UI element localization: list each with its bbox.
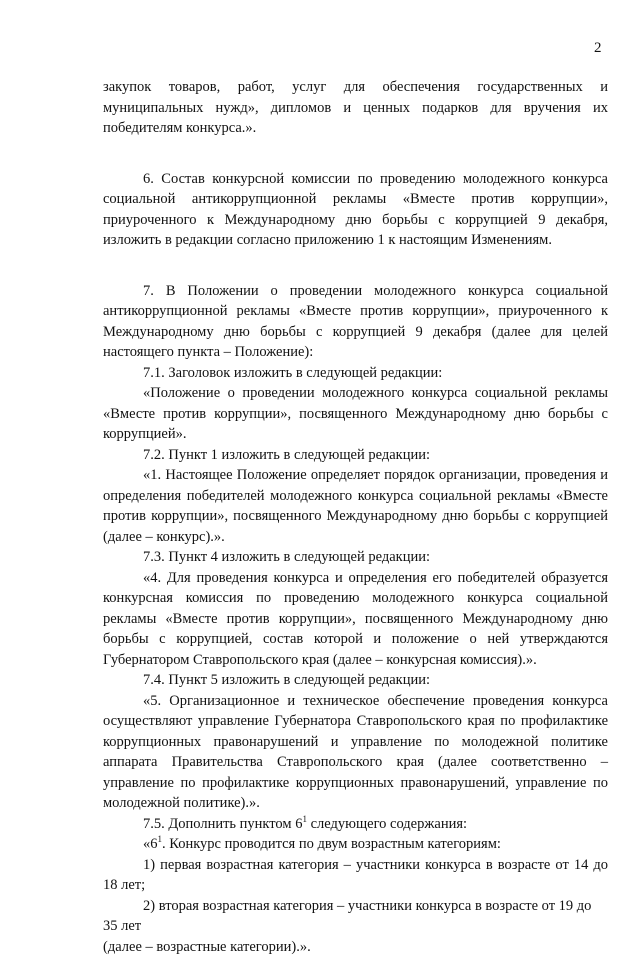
paragraph-7-2-text: «1. Настоящее Положение определяет порядок организации, проведения и определения победителей молодежного конкурса социальной рекламы «Вместе против коррупции», посвященного Международному дню борьбы с коррупцией (далее – конкурс).». (103, 465, 608, 547)
document-body (103, 77, 608, 957)
paragraph-7-3-text: «4. Для проведения конкурса и определения его победителей образуется конкурсная комиссия по проведению молодежного конкурса социальной рекламы «Вместе против коррупции», посвященного Международному дню борьбы с коррупцией, состав которой и положение о ней утверждаются Губернатором Ставропольского края (далее – конкурсная комиссия).». (103, 568, 608, 671)
p7-5-part-b: следующего содержания: (307, 816, 467, 832)
category-1: 1) первая возрастная категория – участники конкурса в возрасте от 14 до 18 лет; (103, 855, 608, 896)
paragraph-6: 6. Состав конкурсной комиссии по проведению молодежного конкурса социальной антикоррупционной рекламы «Вместе против коррупции», приуроченного к Международному дню борьбы с коррупцией 9 декабря, изложить в редакции согласно приложению 1 к настоящим Изменениям. (103, 169, 608, 251)
categories-end: (далее – возрастные категории).». (103, 937, 608, 957)
p6-1-part-b: . Конкурс проводится по двум возрастным категориям: (162, 836, 501, 852)
paragraph-7-3: 7.3. Пункт 4 изложить в следующей редакции: (103, 547, 608, 568)
paragraph-7-5 (103, 814, 608, 835)
paragraph-continuation: закупок товаров, работ, услуг для обеспечения государственных и муниципальных нужд», дипломов и ценных подарков для вручения их победителям конкурса.». (103, 77, 608, 139)
p7-5-superscript: 1 (302, 814, 307, 824)
paragraph-7-2: 7.2. Пункт 1 изложить в следующей редакции: (103, 445, 608, 466)
paragraph-7-1-text: «Положение о проведении молодежного конкурса социальной рекламы «Вместе против коррупции», посвященного Международному дню борьбы с коррупцией». (103, 383, 608, 445)
p7-5-part-a: 7.5. Дополнить пунктом 6 (143, 816, 302, 832)
paragraph-7-4: 7.4. Пункт 5 изложить в следующей редакции: (103, 670, 608, 691)
paragraph-6-1 (103, 834, 608, 855)
category-2: 2) вторая возрастная категория – участники конкурса в возрасте от 19 до 35 лет (103, 896, 608, 937)
paragraph-7: 7. В Положении о проведении молодежного конкурса социальной антикоррупционной рекламы «Вместе против коррупции», приуроченного к Международному дню борьбы с коррупцией 9 декабря (далее для целей настоящего пункта – Положение): (103, 281, 608, 363)
p6-1-part-a: «6 (143, 836, 158, 852)
p6-1-superscript: 1 (158, 834, 163, 844)
paragraph-7-1: 7.1. Заголовок изложить в следующей редакции: (103, 363, 608, 384)
page-number: 2 (594, 40, 602, 57)
paragraph-7-4-text: «5. Организационное и техническое обеспечение проведения конкурса осуществляют управление Губернатора Ставропольского края по профилактике коррупционных правонарушений и управление по молодежной политике аппарата Правительства Ставропольского края (далее соответственно – управление по профилактике коррупционных правонарушений, управление по молодежной политике).». (103, 691, 608, 814)
